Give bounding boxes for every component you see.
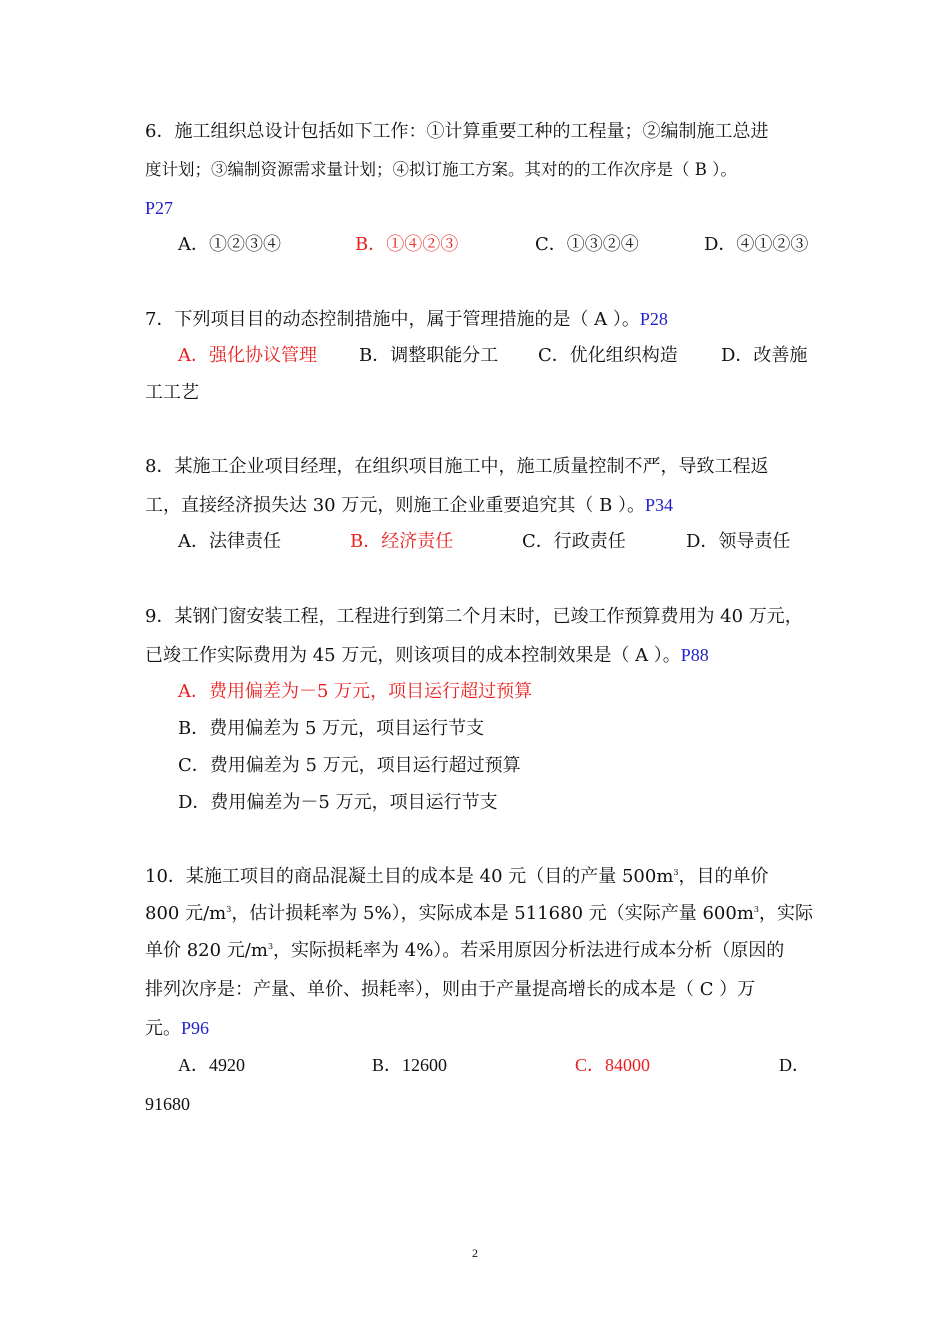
question-6-stem-line-1: 6．施工组织总设计包括如下工作：①计算重要工种的工程量；②编制施工总进 <box>145 121 769 142</box>
question-7-stem <box>145 307 668 332</box>
question-8-option-c: C．行政责任 <box>522 531 626 552</box>
question-6-option-d: D．④①②③ <box>704 234 809 255</box>
question-6-option-c: C．①③②④ <box>535 234 639 255</box>
question-7-option-d: D．改善施 <box>721 345 808 366</box>
question-9-option-d: D．费用偏差为－5 万元，项目运行节支 <box>178 792 498 813</box>
question-9-stem-line-2 <box>145 643 709 668</box>
question-10-text: 单价 820 元/m <box>145 940 268 961</box>
cubic-superscript: 3 <box>673 868 679 877</box>
question-10-option-c: C．84000 <box>575 1055 651 1075</box>
question-10-text: ，实际损耗率为 4%）。若采用原因分析法进行成本分析（原因的 <box>273 940 785 961</box>
question-7-option-c: C．优化组织构造 <box>538 345 678 366</box>
question-10-text: 10．某施工项目的商品混凝土目的成本是 40 元（目的产量 500m <box>145 866 674 887</box>
question-10-option-d: D． <box>779 1055 810 1075</box>
question-9-option-c: C．费用偏差为 5 万元，项目运行超过预算 <box>178 755 521 776</box>
question-9-page-ref: P88 <box>680 645 709 665</box>
question-10-text: 元。 <box>145 1018 181 1039</box>
question-7-option-b: B．调整职能分工 <box>359 345 499 366</box>
question-8-stem-line-2-text: 工，直接经济损失达 30 万元，则施工企业重要追究其（ B ）。 <box>145 495 646 516</box>
question-10-text: ，目的单价 <box>678 866 769 887</box>
question-10-stem-line-1 <box>145 865 769 889</box>
question-10-text: ，实际 <box>758 903 813 924</box>
question-6-option-a: A．①②③④ <box>178 234 281 255</box>
question-6-page-ref: P27 <box>145 198 174 218</box>
question-9-stem-line-1: 9．某钢门窗安装工程，工程进行到第二个月末时，已竣工作预算费用为 40 万元， <box>145 606 803 627</box>
question-10-text: 800 元/m <box>145 903 227 924</box>
question-8-page-ref: P34 <box>645 495 674 515</box>
question-7-option-a: A．强化协议管理 <box>178 345 317 366</box>
question-10-page-ref: P96 <box>181 1018 210 1038</box>
cubic-superscript: 3 <box>753 905 759 914</box>
cubic-superscript: 3 <box>267 942 274 951</box>
question-10-option-d-continued: 91680 <box>145 1094 190 1114</box>
question-9-stem-line-2-text: 已竣工作实际费用为 45 万元，则该项目的成本控制效果是（ A ）。 <box>145 645 681 666</box>
question-9-option-a: A．费用偏差为－5 万元，项目运行超过预算 <box>178 681 533 702</box>
question-8-option-d: D．领导责任 <box>686 531 791 552</box>
question-10-stem-line-2 <box>145 902 813 926</box>
question-6-stem-line-2: 度计划；③编制资源需求量计划；④拟订施工方案。其对的的工作次序是（ B ）。 <box>145 160 737 179</box>
question-10-stem-line-5 <box>145 1016 209 1041</box>
cubic-superscript: 3 <box>226 905 232 914</box>
question-8-option-a: A．法律责任 <box>178 531 281 552</box>
question-8-stem-line-1: 8．某施工企业项目经理，在组织项目施工中，施工质量控制不严，导致工程返 <box>145 456 769 477</box>
question-10-stem-line-4: 排列次序是：产量、单价、损耗率），则由于产量提高增长的成本是（ C ）万 <box>145 979 756 1000</box>
question-7-page-ref: P28 <box>639 309 668 329</box>
question-8-stem-line-2 <box>145 493 673 518</box>
question-6-option-b: B．①④②③ <box>355 234 459 255</box>
question-9-option-b: B．费用偏差为 5 万元，项目运行节支 <box>178 718 485 739</box>
question-10-text: ，估计损耗率为 5%），实际成本是 511680 元（实际产量 600m <box>231 903 754 924</box>
question-7-stem-text: 7．下列项目目的动态控制措施中，属于管理措施的是（ A ）。 <box>145 309 640 330</box>
page-number: 2 <box>472 1246 478 1260</box>
question-10-option-b: B．12600 <box>372 1055 448 1075</box>
question-10-stem-line-3 <box>145 939 784 963</box>
question-8-option-b: B．经济责任 <box>350 531 454 552</box>
question-10-option-a: A．4920 <box>178 1055 245 1075</box>
question-7-option-d-continued: 工工艺 <box>145 382 199 403</box>
